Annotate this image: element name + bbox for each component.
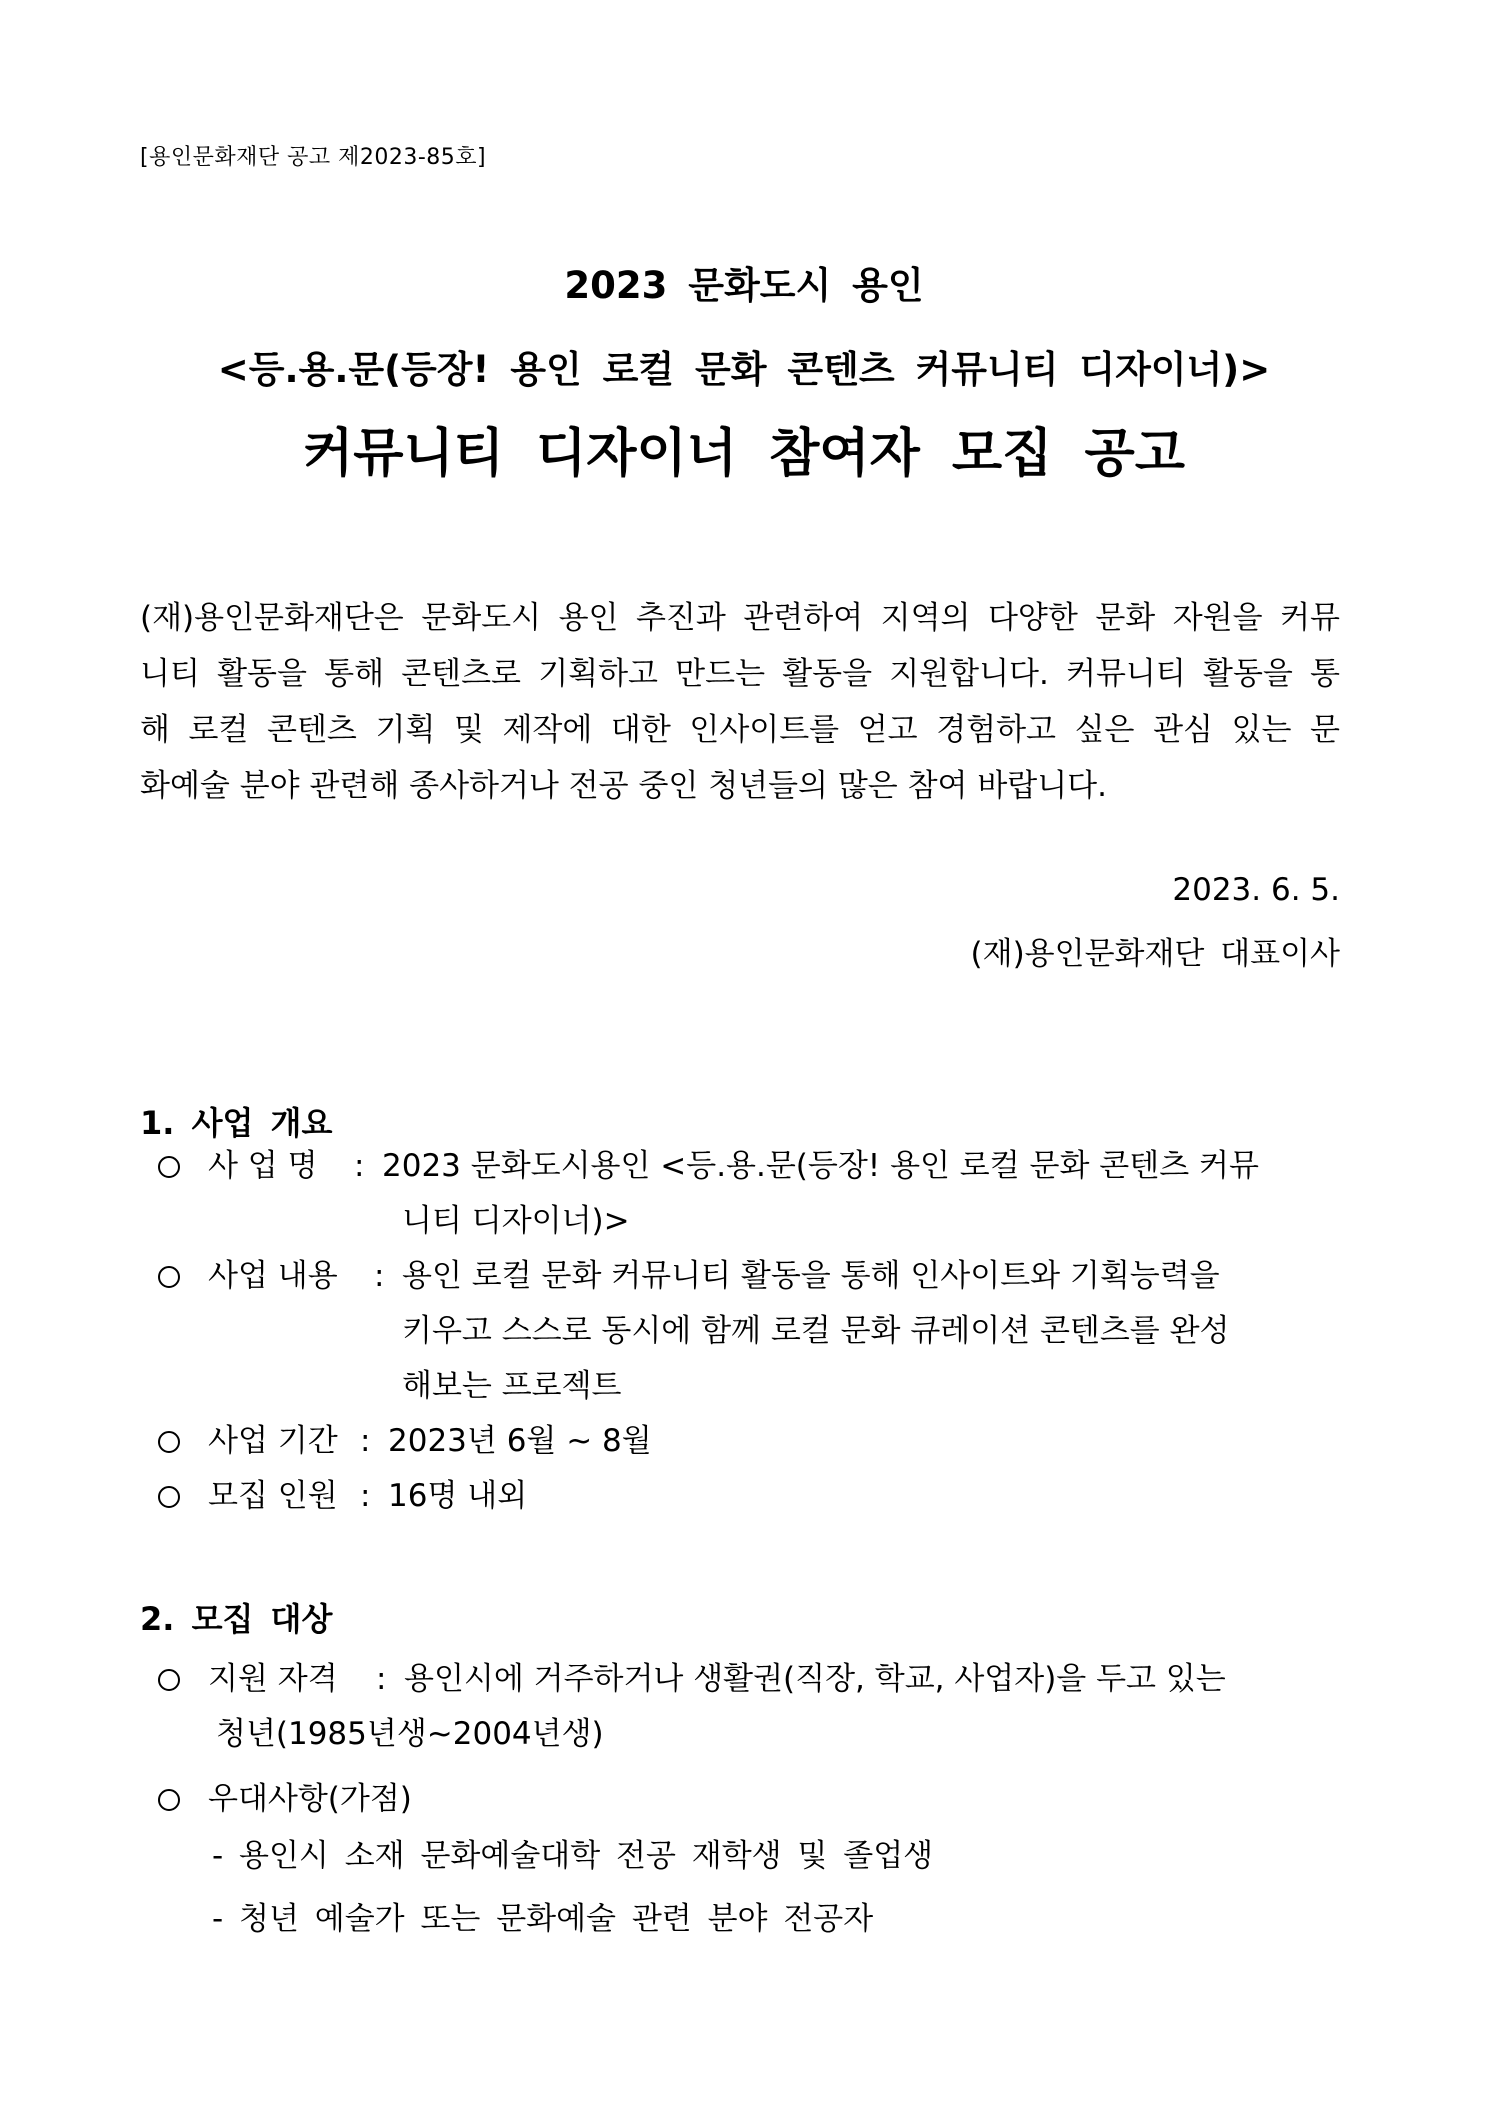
intro-paragraph	[140, 590, 1340, 814]
item-colon: :	[354, 1148, 365, 1184]
circle-bullet-icon	[158, 1156, 180, 1178]
item-colon: :	[376, 1661, 387, 1697]
item-value-continuation: 해보는 프로젝트	[402, 1368, 622, 1404]
item-value-continuation: 청년(1985년생~2004년생)	[216, 1716, 604, 1752]
item-label: 우대사항(가점)	[208, 1781, 412, 1817]
preference-entry: - 용인시 소재 문화예술대학 전공 재학생 및 졸업생	[212, 1838, 934, 1874]
item-label: 지원 자격	[208, 1661, 338, 1697]
item-label: 사업 내용	[208, 1258, 338, 1294]
section-1-title: 1. 사업 개요	[140, 1104, 333, 1142]
item-colon: :	[360, 1423, 371, 1459]
item-value: 16명 내외	[388, 1478, 528, 1514]
item-label: 사 업 명	[208, 1148, 318, 1184]
intro-line: (재)용인문화재단은 문화도시 용인 추진과 관련하여 지역의 다양한 문화 자원을 커뮤	[140, 600, 1340, 636]
title-block	[0, 262, 1488, 486]
intro-line: 화예술 분야 관련해 종사하거나 전공 중인 청년들의 많은 참여 바랍니다.	[140, 768, 1107, 804]
item-value: 2023년 6월 ~ 8월	[388, 1423, 652, 1459]
announcement-date: 2023. 6. 5.	[1172, 872, 1340, 908]
item-label: 사업 기간	[208, 1423, 338, 1459]
item-value-continuation: 키우고 스스로 동시에 함께 로컬 문화 큐레이션 콘텐츠를 완성	[402, 1313, 1230, 1349]
section-2-title: 2. 모집 대상	[140, 1600, 333, 1638]
circle-bullet-icon	[158, 1486, 180, 1508]
notice-number: [용인문화재단 공고 제2023-85호]	[140, 145, 487, 170]
title-line-1: 2023 문화도시 용인	[564, 264, 924, 307]
item-colon: :	[360, 1478, 371, 1514]
issuer: (재)용인문화재단 대표이사	[970, 936, 1340, 972]
circle-bullet-icon	[158, 1431, 180, 1453]
item-value: 용인시에 거주하거나 생활권(직장, 학교, 사업자)을 두고 있는	[404, 1661, 1226, 1697]
item-value: 용인 로컬 문화 커뮤니티 활동을 통해 인사이트와 기획능력을	[402, 1258, 1220, 1294]
intro-line: 니티 활동을 통해 콘텐츠로 기획하고 만드는 활동을 지원합니다. 커뮤니티 활동을 통	[140, 656, 1340, 692]
item-value-continuation: 니티 디자이너)>	[402, 1203, 630, 1239]
circle-bullet-icon	[158, 1669, 180, 1691]
item-colon: :	[374, 1258, 385, 1294]
circle-bullet-icon	[158, 1789, 180, 1811]
item-value: 2023 문화도시용인 <등.용.문(등장! 용인 로컬 문화 콘텐츠 커뮤	[382, 1148, 1259, 1184]
title-line-2: <등.용.문(등장! 용인 로컬 문화 콘텐츠 커뮤니티 디자이너)>	[217, 348, 1271, 391]
item-label: 모집 인원	[208, 1478, 338, 1514]
circle-bullet-icon	[158, 1266, 180, 1288]
preference-entry: - 청년 예술가 또는 문화예술 관련 분야 전공자	[212, 1901, 874, 1937]
page-title: 커뮤니티 디자이너 참여자 모집 공고	[303, 424, 1185, 484]
intro-line: 해 로컬 콘텐츠 기획 및 제작에 대한 인사이트를 얻고 경험하고 싶은 관심 있는 문	[140, 712, 1340, 748]
